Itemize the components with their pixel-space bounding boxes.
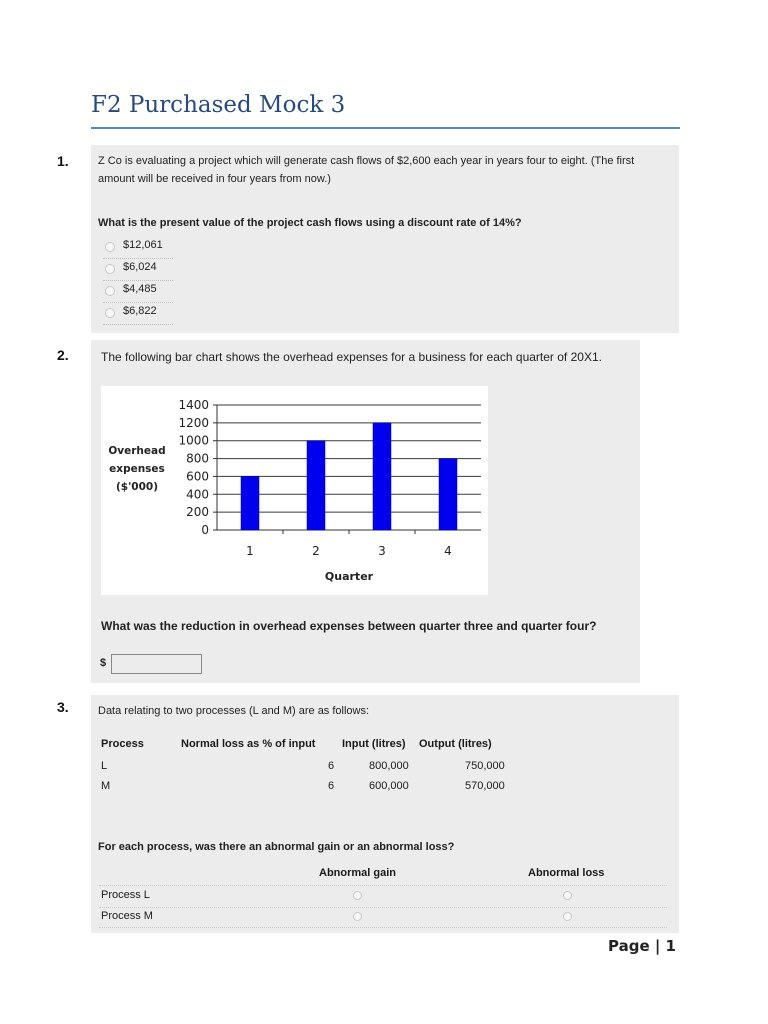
question-1-option-b[interactable] [103,259,173,281]
x-tick-label: 4 [444,544,452,558]
question-1-text-line1: Z Co is evaluating a project which will generate cash flows of $2,600 each year in years four to eight. (The first [98,155,635,167]
table-cell-output: 750,000 [465,760,505,772]
question-3-prompt: For each process, was there an abnormal gain or an abnormal loss? [98,841,455,853]
table-cell-process: L [101,760,108,772]
table-cell-normal-loss: 6 [328,780,335,792]
chart-svg [101,386,488,595]
question-3-number: 3. [57,699,69,715]
choice-header-abnormal-gain: Abnormal gain [319,867,397,879]
overhead-bar-chart [101,386,488,595]
radio-button-icon[interactable] [105,242,115,252]
table-header-process: Process [101,738,144,750]
option-label: $6,822 [123,305,157,317]
table-header-input: Input (litres) [342,738,406,750]
table-cell-normal-loss: 6 [328,760,335,772]
y-tick-label: 1000 [178,433,209,448]
table-header-normal-loss: Normal loss as % of input [181,738,316,750]
question-1-option-d[interactable] [103,303,173,325]
question-3-intro: Data relating to two processes (L and M) are as follows: [98,705,370,717]
currency-prefix: $ [100,657,107,669]
answer-input[interactable] [111,654,202,674]
y-axis-label: Overhead [108,445,166,457]
y-tick-label: 0 [201,523,209,537]
question-1-panel [91,145,679,333]
choice-row-label-process-l: Process L [101,889,150,901]
y-tick-label: 400 [186,487,209,502]
document-title: F2 Purchased Mock 3 [91,92,346,118]
question-1-text-line2: amount will be received in four years from now.) [98,173,331,185]
radio-button-icon[interactable] [105,308,115,318]
x-tick-label: 1 [246,544,254,558]
question-1-number: 1. [57,153,69,169]
question-2-intro: The following bar chart shows the overhead expenses for a business for each quarter of 20X1. [101,350,602,364]
x-tick-label: 2 [312,544,320,558]
x-axis-label: Quarter [324,570,374,583]
question-2-number: 2. [57,347,69,363]
bar-quarter-3 [373,423,391,530]
x-tick-label: 3 [378,544,386,558]
page-number: Page | 1 [608,937,676,955]
question-1-prompt: What is the present value of the project cash flows using a discount rate of 14%? [98,217,522,229]
choice-row-divider [99,907,667,908]
option-label: $4,485 [123,283,157,295]
y-tick-label: 1200 [178,415,209,430]
choice-row-label-process-m: Process M [101,910,153,922]
y-tick-label: 600 [186,469,209,484]
bar-quarter-2 [307,441,325,530]
radio-button-icon[interactable] [105,264,115,274]
bar-quarter-4 [439,459,457,530]
option-label: $6,024 [123,261,157,273]
process-l-abnormal-gain-radio[interactable] [353,891,362,900]
choice-row-divider [99,885,667,886]
process-m-abnormal-loss-radio[interactable] [563,912,572,921]
question-1-option-c[interactable] [103,281,173,303]
y-axis-label: expenses [109,463,165,475]
table-cell-input: 800,000 [369,760,409,772]
choice-header-abnormal-loss: Abnormal loss [528,867,605,879]
radio-button-icon[interactable] [105,286,115,296]
table-cell-process: M [101,780,111,792]
process-l-abnormal-loss-radio[interactable] [563,891,572,900]
y-axis-label: ($'000) [115,481,159,493]
bar-quarter-1 [241,476,259,530]
title-underline [91,127,680,129]
table-cell-output: 570,000 [465,780,505,792]
question-2-prompt: What was the reduction in overhead expenses between quarter three and quarter four? [101,619,597,633]
process-m-abnormal-gain-radio[interactable] [353,912,362,921]
table-cell-input: 600,000 [369,780,409,792]
y-tick-label: 800 [186,451,209,466]
table-header-output: Output (litres) [419,738,492,750]
question-2-panel [91,340,640,683]
question-3-panel [91,695,679,933]
choice-row-divider [99,927,667,928]
question-1-option-a[interactable] [103,237,173,259]
option-label: $12,061 [123,239,163,251]
y-tick-label: 200 [186,505,209,520]
y-tick-label: 1400 [178,398,209,412]
